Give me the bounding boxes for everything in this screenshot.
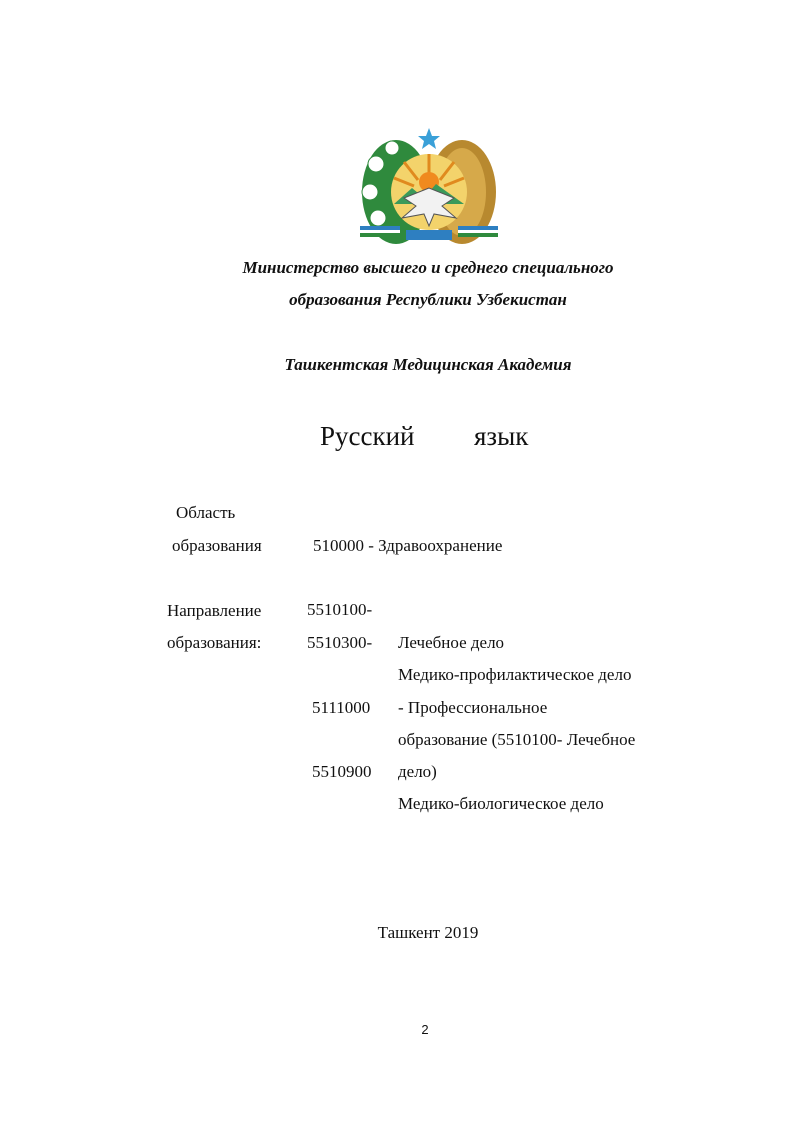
field-label-line-2: образования: [172, 536, 262, 555]
direction-code: 5510100-: [307, 600, 373, 619]
ministry-line-1: Министерство высшего и среднего специального: [242, 258, 614, 277]
direction-code: 5111000: [312, 698, 371, 717]
direction-name: Медико-профилактическое дело: [398, 665, 632, 684]
field-label-line-1: Область: [176, 503, 236, 522]
direction-code: 5510900: [312, 762, 372, 781]
document-title-word-1: Русский: [320, 421, 415, 451]
direction-name: - Профессиональное: [398, 698, 548, 717]
city-year: Ташкент 2019: [377, 923, 479, 942]
state-emblem-icon: [354, 126, 504, 248]
field-value: 510000 - Здравоохранение: [313, 536, 503, 555]
direction-name: Лечебное дело: [398, 633, 505, 652]
document-title-word-2: язык: [474, 421, 529, 451]
page-number: 2: [421, 1022, 429, 1037]
ministry-line-2: образования Республики Узбекистан: [289, 290, 567, 309]
direction-label-line-1: Направление: [167, 601, 262, 620]
direction-name: дело): [398, 762, 437, 781]
direction-name: образование (5510100- Лечебное: [398, 730, 636, 749]
direction-name: Медико-биологическое дело: [398, 794, 604, 813]
direction-code: 5510300-: [307, 633, 373, 652]
institution-name: Ташкентская Медицинская Академия: [284, 355, 572, 374]
direction-label-line-2: образования:: [167, 633, 262, 652]
